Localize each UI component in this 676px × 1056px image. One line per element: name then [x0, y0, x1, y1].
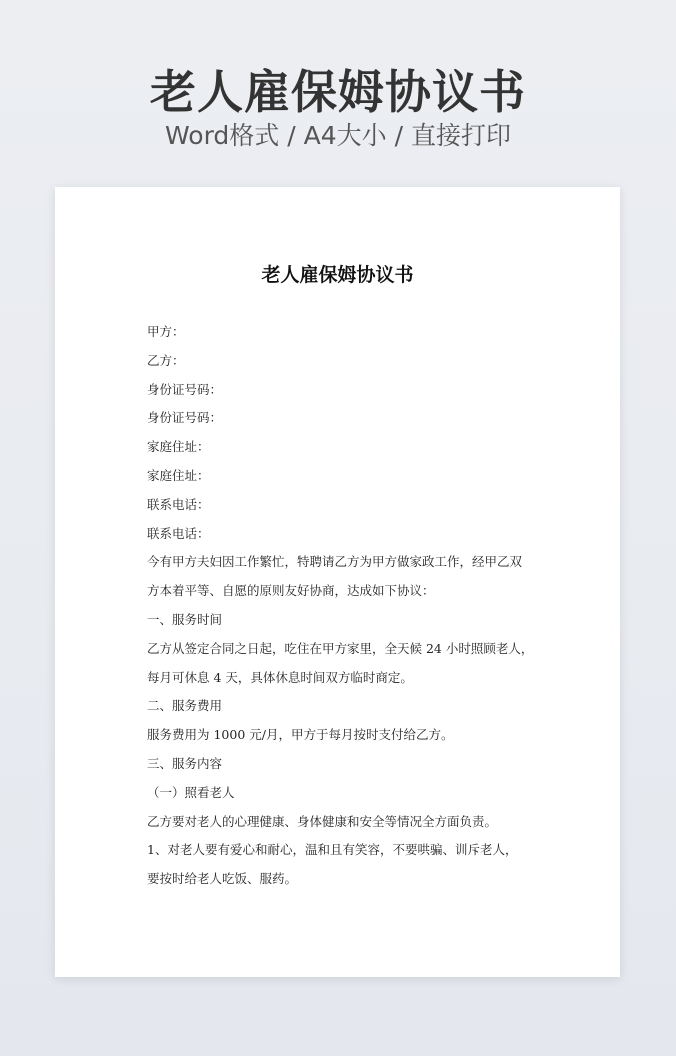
id-number-line: 身份证号码： [147, 410, 223, 426]
paragraph-line: 每月可休息 4 天，具体休息时间双方临时商定。 [147, 669, 413, 685]
subsection-heading: （一）照看老人 [147, 784, 235, 800]
paragraph-line: 乙方要对老人的心理健康、身体健康和安全等情况全方面负责。 [147, 813, 498, 829]
preamble-line: 方本着平等、自愿的原则友好协商，达成如下协议： [147, 583, 435, 599]
preamble-line: 今有甲方夫妇因工作繁忙，特聘请乙方为甲方做家政工作，经甲乙双 [147, 554, 523, 570]
phone-line: 联系电话： [147, 525, 210, 541]
party-a-line: 甲方： [147, 324, 185, 339]
document-body [147, 318, 547, 894]
paragraph-line: 乙方从签定合同之日起，吃住在甲方家里，全天候 24 小时照顾老人， [147, 640, 534, 656]
phone-line: 联系电话： [147, 496, 210, 512]
home-address-line: 家庭住址： [147, 467, 210, 483]
document-title: 老人雇保姆协议书 [261, 264, 414, 286]
section-heading-service-fee: 二、服务费用 [147, 698, 223, 714]
banner-subtitle: Word格式 / A4大小 / 直接打印 [165, 121, 511, 150]
paragraph-line: 1、对老人要有爱心和耐心，温和且有笑容，不要哄骗、训斥老人， [147, 842, 518, 858]
document-page [55, 187, 620, 977]
home-address-line: 家庭住址： [147, 439, 210, 455]
party-b-line: 乙方： [147, 352, 185, 368]
id-number-line: 身份证号码： [147, 381, 223, 397]
banner-title: 老人雇保姆协议书 [150, 65, 526, 119]
paragraph-line: 服务费用为 1000 元/月，甲方于每月按时支付给乙方。 [147, 727, 454, 743]
section-heading-service-time: 一、服务时间 [147, 611, 223, 627]
section-heading-service-content: 三、服务内容 [147, 755, 223, 771]
paragraph-line: 要按时给老人吃饭、服药。 [147, 871, 298, 887]
